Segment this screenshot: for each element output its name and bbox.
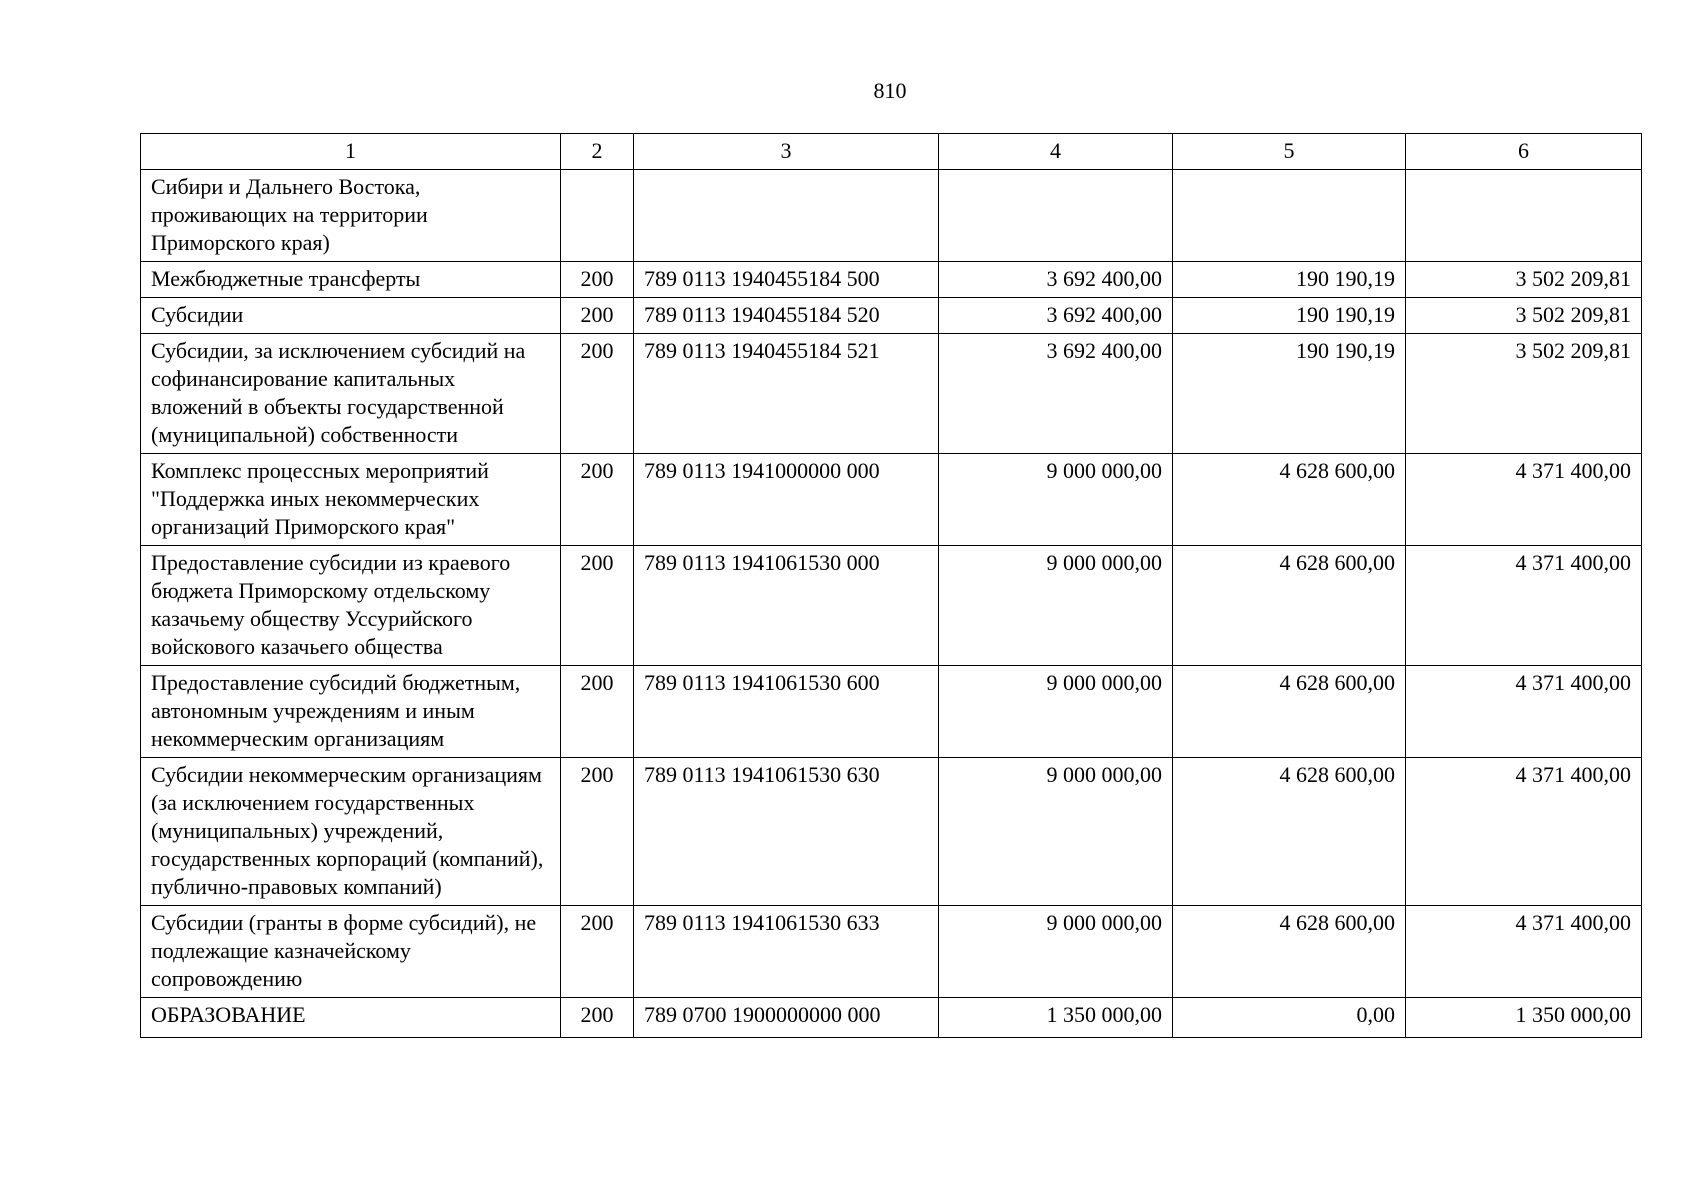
row-name: Комплекс процессных мероприятий "Поддержка иных некоммерческих организаций Приморского края" [141,454,561,546]
row-name: Предоставление субсидий бюджетным, автономным учреждениям и иным некоммерческим организациям [141,666,561,758]
row-col2: 200 [561,998,634,1038]
row-code: 789 0113 1941061530 600 [634,666,939,758]
table-row [141,298,1642,334]
row-code: 789 0113 1941061530 633 [634,906,939,998]
row-name: Субсидии (гранты в форме субсидий), не подлежащие казначейскому сопровождению [141,906,561,998]
row-col2: 200 [561,262,634,298]
header-col-4: 4 [939,134,1173,170]
row-code: 789 0700 1900000000 000 [634,998,939,1038]
row-value-6: 4 371 400,00 [1406,906,1642,998]
row-col2: 200 [561,758,634,906]
row-value-5: 4 628 600,00 [1173,454,1406,546]
table-row [141,998,1642,1038]
row-col2: 200 [561,666,634,758]
row-value-4: 3 692 400,00 [939,334,1173,454]
row-name: Межбюджетные трансферты [141,262,561,298]
row-value-6: 4 371 400,00 [1406,454,1642,546]
row-code: 789 0113 1940455184 521 [634,334,939,454]
header-col-6: 6 [1406,134,1642,170]
row-value-5: 4 628 600,00 [1173,546,1406,666]
table-row [141,666,1642,758]
row-value-4: 9 000 000,00 [939,454,1173,546]
row-name: Сибири и Дальнего Востока, проживающих на территории Приморского края) [141,170,561,262]
row-code: 789 0113 1940455184 500 [634,262,939,298]
row-value-6: 3 502 209,81 [1406,262,1642,298]
table-row [141,454,1642,546]
row-col2: 200 [561,334,634,454]
table-row [141,334,1642,454]
row-value-4: 3 692 400,00 [939,298,1173,334]
table-row [141,546,1642,666]
row-code [634,170,939,262]
row-value-5: 4 628 600,00 [1173,906,1406,998]
row-col2: 200 [561,546,634,666]
row-value-5: 4 628 600,00 [1173,758,1406,906]
row-value-6: 3 502 209,81 [1406,334,1642,454]
table-header-row [141,134,1642,170]
header-col-5: 5 [1173,134,1406,170]
row-name: Субсидии, за исключением субсидий на софинансирование капитальных вложений в объекты государственной (муниципальной) собственности [141,334,561,454]
table-row [141,262,1642,298]
row-value-4 [939,170,1173,262]
table-row [141,906,1642,998]
row-value-4: 3 692 400,00 [939,262,1173,298]
row-col2: 200 [561,298,634,334]
table-row [141,758,1642,906]
budget-table [140,133,1642,1038]
row-value-4: 9 000 000,00 [939,906,1173,998]
row-value-4: 9 000 000,00 [939,546,1173,666]
row-value-5: 190 190,19 [1173,262,1406,298]
table-row [141,170,1642,262]
row-name: ОБРАЗОВАНИЕ [141,998,561,1038]
row-value-5: 4 628 600,00 [1173,666,1406,758]
header-col-1: 1 [141,134,561,170]
row-value-4: 9 000 000,00 [939,758,1173,906]
header-col-3: 3 [634,134,939,170]
row-code: 789 0113 1941061530 630 [634,758,939,906]
row-col2: 200 [561,454,634,546]
row-value-4: 9 000 000,00 [939,666,1173,758]
row-code: 789 0113 1941061530 000 [634,546,939,666]
row-value-6: 3 502 209,81 [1406,298,1642,334]
row-name: Субсидии некоммерческим организациям (за исключением государственных (муниципальных) учреждений, государственных корпораций (компаний), публично-правовых компаний) [141,758,561,906]
row-col2 [561,170,634,262]
header-col-2: 2 [561,134,634,170]
row-name: Предоставление субсидии из краевого бюджета Приморскому отдельскому казачьему обществу Уссурийского войскового казачьего общества [141,546,561,666]
row-value-5: 190 190,19 [1173,298,1406,334]
row-value-5: 0,00 [1173,998,1406,1038]
row-value-6: 4 371 400,00 [1406,666,1642,758]
row-code: 789 0113 1941000000 000 [634,454,939,546]
row-value-6 [1406,170,1642,262]
row-value-6: 4 371 400,00 [1406,546,1642,666]
row-col2: 200 [561,906,634,998]
row-value-4: 1 350 000,00 [939,998,1173,1038]
page-number: 810 [873,78,907,103]
row-name: Субсидии [141,298,561,334]
row-value-5 [1173,170,1406,262]
row-value-5: 190 190,19 [1173,334,1406,454]
row-value-6: 1 350 000,00 [1406,998,1642,1038]
row-value-6: 4 371 400,00 [1406,758,1642,906]
row-code: 789 0113 1940455184 520 [634,298,939,334]
